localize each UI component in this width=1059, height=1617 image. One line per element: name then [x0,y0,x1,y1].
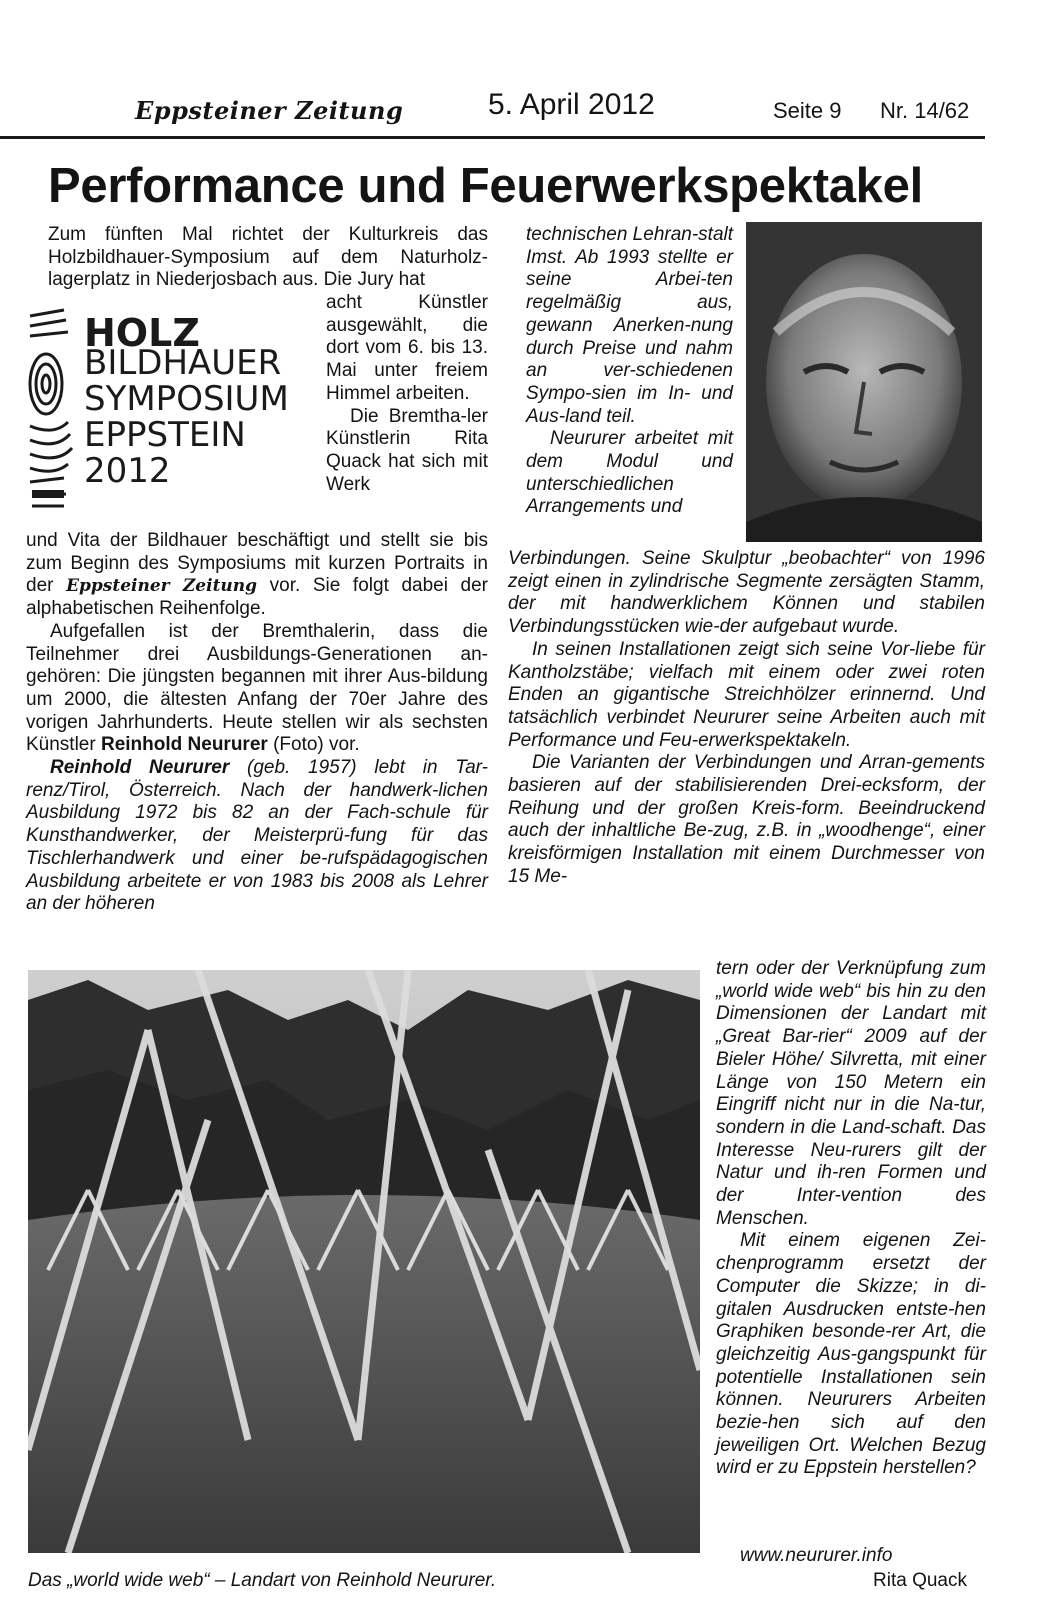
artist-name: Reinhold Neururer [100,734,268,756]
masthead-paper-name: Eppsteiner Zeitung [135,96,404,125]
col1-intro [48,224,488,292]
paragraph: acht Künstler ausgewählt, die dort vom 6. bis 13. Mai unter freiem Himmel arbeiten. [326,292,488,404]
logo-bildhauer: BILDHAUER [84,343,282,383]
paragraph: In seinen Installationen zeigt sich seine Vor-liebe für Kantholzstäbe; vielfach mit einem oder zwei roten Enden an gigantische Streichhölzer erinnernd. Und tatsächlich verbindet Neururer seine Arbeiten auch mit Performance und Feu-erwerkspektakeln. [508,638,985,751]
paragraph: Verbindungen. Seine Skulptur „beobachter“ von 1996 zeigt einen in zylindrische Segmente zersägten Stamm, der mit handwerklichem Können und stabilen Verbindungsstücken wie-der aufgebaut wurde. [508,548,985,638]
text-run: (geb. 1957) lebt in Tar-renz/Tirol, Österreich. Nach der handwerk-lichen Ausbildung 1972 bis 82 an der Fach-schule für Kunsthandwerker, der Meisterprü-fung für das Tischlerhandwerk und einer be-rufspädagogischen Ausbildung arbeitete er von 1983 bis 2008 als Lehrer an der höheren [26,757,488,915]
logo-symposium: SYMPOSIUM [84,379,289,419]
artist-name: Reinhold Neururer [50,757,230,779]
logo-year: 2012 [84,451,171,491]
paragraph [26,621,488,757]
masthead-rule [0,136,985,139]
masthead-issue: Nr. 14/62 [880,98,970,123]
symposium-logo [24,300,314,520]
inline-paper-name: Eppsteiner Zeitung [66,576,258,597]
paragraph: Mit einem eigenen Zei-chenprogramm ersetzt der Computer die Skizze; in di-gitalen Ausdrucken entste-hen Graphiken besonde-rer Art, die gleichzeitig Aus-gangspunkt für potentielle Installationen sein können. Neururers Arbeiten bezie-hen sich auf den jeweiligen Ort. Welchen Bezug wird er zu Eppstein herstellen? [716,1230,986,1479]
paragraph: Die Bremtha-ler Künstlerin Rita Quack hat sich mit Werk [326,405,488,495]
paragraph: Die Varianten der Verbindungen und Arran-gements basieren auf der stabilisierenden Drei-ecksform, der Reihung und der großen Kreis-form. Beeindruckend auch der inhaltliche Be-zug, z.B. in „woodhenge“, einer kreisförmigen Installation mit einem Durchmesser von 15 Me- [508,752,985,887]
paragraph [26,530,488,621]
photo-caption: Das „world wide web“ – Landart von Reinhold Neururer. [28,1570,497,1591]
col1-beside-logo [326,292,488,496]
paragraph: Neururer arbeitet mit dem Modul und unterschiedlichen Arrangements und [526,428,733,518]
landart-photo [28,970,700,1553]
paragraph [26,757,488,916]
landart-photo-icon [28,970,700,1553]
col2-bottom [716,958,986,1480]
author-byline: Rita Quack [873,1570,967,1591]
paragraph: Zum fünften Mal richtet der Kulturkreis das Holzbildhauer-Symposium auf dem Naturholz-lagerplatz in Niederjosbach aus. Die Jury hat [48,224,488,291]
woodgrain-icon [24,306,84,516]
text-run: (Foto) vor. [273,734,360,756]
paragraph: tern oder der Verknüpfung zum „world wide web“ bis hin zu den Dimensionen der Landart mit „Great Bar-rier“ 2009 auf der Bieler Höhe/ Silvretta, mit einer Länge von 150 Metern ein Eingriff nicht nur in die Na-tur, sondern in die Land-schaft. Das Interesse Neu-rurers gilt der Natur und ih-ren Formen und der Inter-vention des Menschen. [716,958,986,1229]
logo-eppstein: EPPSTEIN [84,415,246,455]
artist-portrait [746,222,982,542]
paragraph: technischen Lehran-stalt Imst. Ab 1993 stellte er seine Arbei-ten regelmäßig aus, gewann Anerken-nung durch Preise und nahm an ver-schiedenen Sympo-sien im In- und Aus-land teil. [526,224,734,427]
portrait-photo-icon [746,222,982,542]
masthead-page: Seite 9 [773,98,842,123]
website-url: www.neururer.info [740,1545,893,1566]
logo-holz: HOLZ [84,311,200,355]
text-run: Aufgefallen ist der Bremthalerin, dass die Teilnehmer drei Ausbildungs-Generationen an-gehören: Die jüngsten begannen mit ihrer Aus-bildung um 2000, die ältesten Anfang der 70er Jahre des vorigen Jahrhunderts. Heute stellen wir als sechsten Künstler [26,620,488,756]
col1-main [26,530,488,916]
headline: Performance und Feuerwerkspektakel [48,159,923,213]
text-run: und Vita der Bildhauer beschäftigt und stellt sie bis zum Beginn des Symposiums mit kurzen Portraits in der [26,530,488,597]
col2-main [508,548,985,889]
col2-top [526,224,733,519]
text-run: vor. Sie folgt dabei der alphabetischen Reihenfolge. [26,575,488,620]
masthead-date: 5. April 2012 [488,88,655,121]
